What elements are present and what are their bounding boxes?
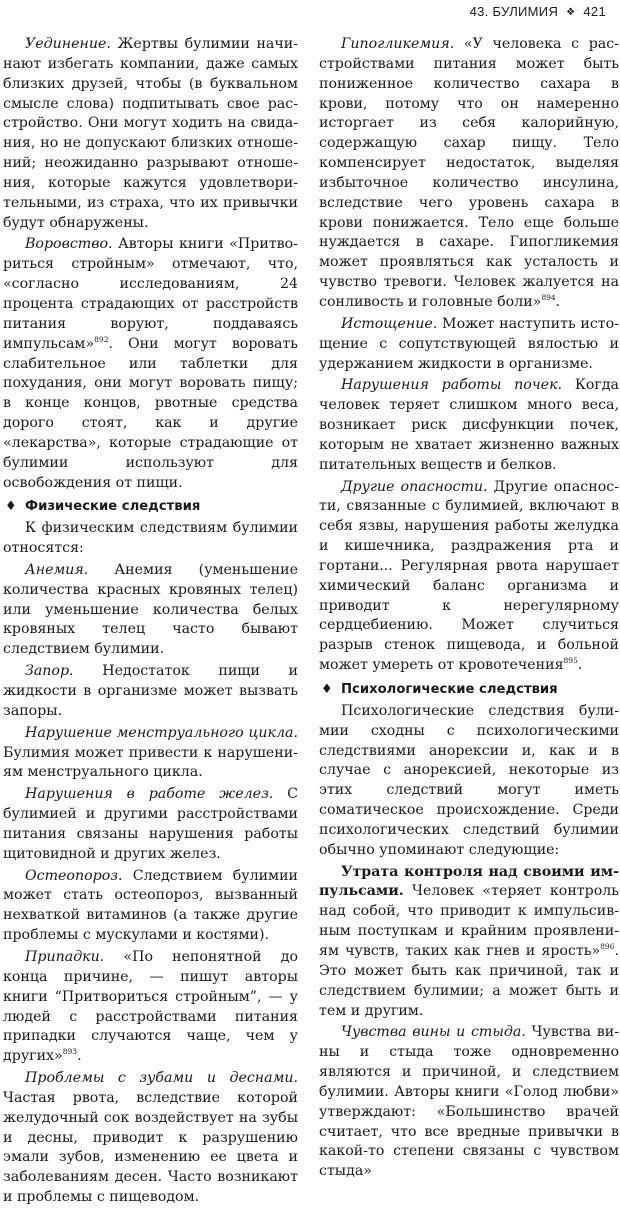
- paragraph-text: Частая рвота, вследствие которой желудочный сок воздействует на зубы и десны, приводит к разрушению эмали зубов, изменению ее цвета и заболеваниям десен. Часто возникают и проблемы с пищеводом.: [3, 1089, 298, 1206]
- paragraph-text: Чувства вины и стыда тоже одновременно являются и причиной, и следствием булимии. Авторы книги «Голод любви» утверждают: «Большинство врачей считает, что все вредные привычки в какой-то степени связаны с чувством стыда»: [319, 1024, 619, 1180]
- diamond-bullet-icon: ♦: [5, 499, 17, 515]
- paragraph-text: Булимия может привести к нарушениям менструального цикла.: [3, 744, 298, 781]
- paragraph-psych-intro: [319, 702, 619, 861]
- term: Нарушения работы почек.: [341, 377, 563, 394]
- term: Анемия.: [25, 561, 89, 578]
- paragraph-text: Другие опасности, связанные с булимией, включают в себя язвы, нарушения работы желудка и кишечника, раздражения рта и гортани... Регулярная рвота нарушает химический баланс организма и приводит к нерегулярному сердцебиению. Может случиться разрыв стенок пищевода, и больной может умереть от кровотечения: [319, 478, 619, 674]
- term: Утрата контроля над своими импульсами.: [319, 863, 619, 900]
- term: Другие опасности.: [341, 478, 488, 495]
- ornament-icon: ❖: [566, 7, 576, 18]
- paragraph-seizures: [3, 948, 298, 1067]
- left-column: [3, 35, 298, 1210]
- footnote-ref[interactable]: 893: [62, 1047, 78, 1057]
- footnote-ref[interactable]: 892: [94, 334, 109, 344]
- paragraph-text: «По непонятной до конца причине, — пишут авторы книги “Притвориться стройным”, — у людей с расстройствами питания припадки случаются чаще, чем у других»: [3, 948, 298, 1065]
- section-title: Психологические следствия: [341, 682, 558, 697]
- header-text: [470, 4, 606, 19]
- paragraph-text: Жертвы булимии начинают избегать компании, даже самых близких друзей, чтобы (в буквальном смысле слова) подпитывать свое расстройство. Они могут ходить на свидания, но не допускают близких отношений; неожиданно разрывают отношения, которые кажутся удовлетворительными, из страха, что их привычки будут обнаружены.: [3, 36, 298, 231]
- paragraph-constipation: [3, 662, 298, 722]
- paragraph-glands: [3, 785, 298, 864]
- paragraph-text: Следствием булимии может стать остеопороз, вызванный нехваткой витаминов (а также другие проблемы с мускулами и костями).: [3, 867, 298, 944]
- term: Проблемы с зубами и деснами.: [25, 1070, 298, 1087]
- term: Остеопороз.: [25, 867, 123, 884]
- paragraph-theft: [3, 235, 298, 493]
- paragraph-menstrual: [3, 724, 298, 784]
- paragraph-hypoglycemia: [319, 35, 619, 313]
- paragraph-text: Человек «теряет контроль над собой, что приводит к импульсивным поступкам и крайним проявлениям чувств, таких как гнев и ярость»: [319, 883, 619, 959]
- term: Запор.: [25, 663, 74, 680]
- term: Гипогликемия.: [341, 36, 455, 52]
- section-title: Физические следствия: [25, 499, 201, 515]
- paragraph-exhaustion: [319, 315, 619, 375]
- diamond-bullet-icon: ♦: [321, 682, 333, 697]
- term: Уединение.: [25, 36, 111, 52]
- page-number: 421: [583, 4, 606, 19]
- paragraph-text: .: [555, 293, 561, 310]
- paragraph-other-dangers: [319, 478, 619, 676]
- paragraph-impulse-control: [319, 863, 619, 1022]
- running-header: [0, 0, 620, 24]
- footnote-ref[interactable]: 896: [600, 941, 615, 951]
- paragraph-text: «У человека с расстройствами питания может быть пониженное количество сахара в крови, потому что он намеренно исторгает из себя калорийную, содержащую сахар пищу. Тело компенсирует недостаток, выделяя избыточное количество инсулина, вследствие чего уровень сахара в крови понижается. Тело еще больше нуждается в сахаре. Гипогликемия может проявляться как усталость и чувство тревоги. Человек жалуется на сонливость и головные боли»: [319, 36, 619, 310]
- paragraph-text: Психологические следствия булимии сходны с психологическими следствиями анорексии и, как и в случае с анорексией, некоторые из этих следствий могут иметь соматическое происхождение. Среди психологических следствий булимии обычно упоминают следующие:: [319, 702, 619, 858]
- term: Нарушение менструального цикла.: [25, 724, 298, 741]
- term: Припадки.: [25, 948, 105, 965]
- paragraph-text: . Они могут воровать слабительное или таблетки для похудания, они могут воровать пищу; в конце концов, рвотные средства дорого стоят, как и другие «лекарства», которые страдающие от булимии используют для освобождения от пищи.: [3, 335, 298, 491]
- paragraph-text: Анемия (уменьшение количества красных кровяных телец) или уменьшение количества белых кровяных телец часто бывают следствием булимии.: [3, 561, 298, 658]
- footnote-ref[interactable]: 894: [541, 292, 556, 302]
- paragraph-text: К физическим следствиям булимии относятся:: [3, 520, 298, 557]
- paragraph-seclusion: [3, 35, 298, 233]
- paragraph-text: С булимией и другими расстройствами питания связаны нарушения работы щитовидной и других желез.: [3, 786, 298, 862]
- term: Истощение.: [341, 315, 438, 332]
- footnote-ref[interactable]: 895: [563, 656, 578, 666]
- paragraph-teeth: [3, 1069, 298, 1208]
- term: Чувства вины и стыда.: [341, 1024, 526, 1041]
- section-heading-psychological: [319, 680, 619, 700]
- paragraph-text: . Это может быть как причиной, так и следствием булимии; а может быть и тем и другим.: [319, 942, 619, 1019]
- paragraph-anemia: [3, 561, 298, 660]
- paragraph-intro: [3, 519, 298, 559]
- section-heading-physical: [3, 497, 298, 517]
- paragraph-text: .: [577, 657, 583, 674]
- term: Воровство.: [25, 236, 113, 253]
- chapter-title: 43. БУЛИМИЯ: [469, 4, 559, 19]
- paragraph-text: .: [77, 1048, 82, 1065]
- paragraph-text: Может наступить истощение с сопутствующей вялостью и удержанием жидкости в организме.: [319, 315, 619, 372]
- paragraph-text: Недостаток пищи и жидкости в организме может вызвать запоры.: [3, 663, 298, 719]
- paragraph-guilt-shame: [319, 1023, 619, 1182]
- right-column: [319, 35, 619, 1184]
- paragraph-text: Авторы книги «Притвориться стройным» отмечают, что, «согласно исследованиям, 24 процента страдающих от расстройств питания ворyют, поддаваясь импульсам»: [3, 236, 298, 352]
- term: Нарушения в работе желез.: [25, 786, 274, 803]
- paragraph-osteoporosis: [3, 867, 298, 946]
- paragraph-text: Когда человек теряет слишком много веса, возникает риск дисфункции почек, которым не хватает жизненно важных питательных веществ и белков.: [319, 377, 619, 473]
- paragraph-kidneys: [319, 376, 619, 475]
